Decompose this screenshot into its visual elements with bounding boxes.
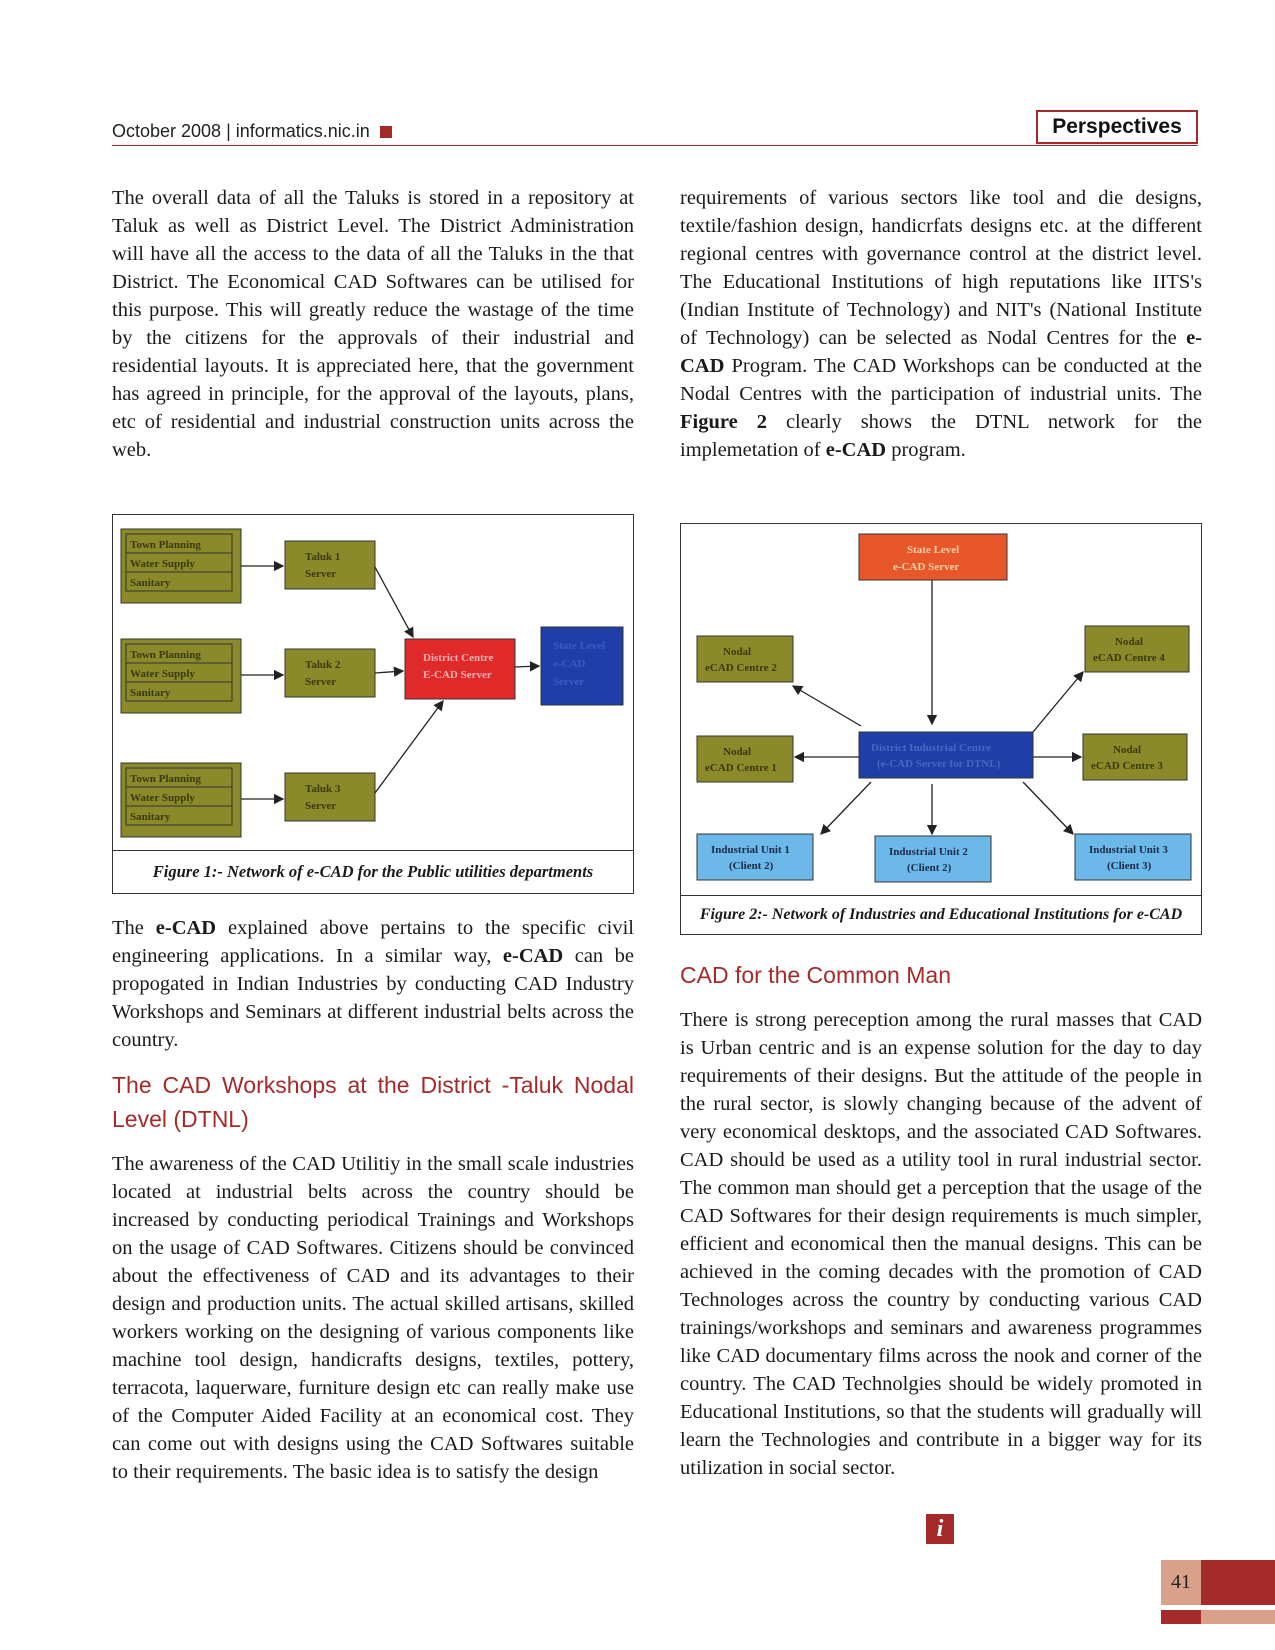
taluk-3-server (285, 773, 375, 821)
dept-group-3 (121, 763, 241, 837)
svg-text:Taluk 1: Taluk 1 (305, 551, 341, 563)
dept-2-line-2: Water Supply (130, 668, 195, 680)
taluk-1-server (285, 541, 375, 589)
page-bar-lower-right (1201, 1610, 1275, 1624)
district-centre-server (405, 639, 515, 699)
dept-group-2 (121, 639, 241, 713)
left-para-1: The overall data of all the Taluks is stored in a repository at Taluk as well as District Level. The District Administration will have all the access to the data of all the Taluks in the that District. The Economical CAD Softwares can be utilised for this purpose. This will greatly reduce the wastage of the time by the citizens for the approvals of their industrial and residential layouts. It is appreciated here, that the government has agreed in principle, for the approval of the layouts, plans, etc of residential and industrial construction units across the web. (112, 187, 634, 461)
svg-text:Server: Server (305, 800, 337, 812)
figure-2-arrows (793, 580, 1083, 834)
svg-text:Taluk 2: Taluk 2 (305, 659, 341, 671)
page-bar-lower-left (1161, 1610, 1201, 1624)
svg-text:Server: Server (305, 568, 337, 580)
nodal-centre-3 (1083, 734, 1187, 780)
figure-1 (112, 514, 634, 894)
svg-text:eCAD Centre 3: eCAD Centre 3 (1091, 760, 1163, 772)
svg-text:Server: Server (305, 676, 337, 688)
svg-text:Nodal: Nodal (723, 646, 752, 658)
industrial-unit-1 (697, 834, 813, 880)
figure-2-caption: Figure 2:- Network of Industries and Educational Institutions for e-CAD (681, 895, 1201, 934)
dept-3-line-3: Sanitary (130, 811, 171, 823)
page-bar (1201, 1560, 1275, 1605)
district-industrial-centre (859, 732, 1033, 778)
left-section-heading: The CAD Workshops at the District -Taluk Nodal Level (DTNL) (112, 1072, 634, 1132)
svg-text:Nodal: Nodal (1113, 744, 1142, 756)
svg-text:State Level: State Level (907, 544, 960, 556)
figure-2-diagram (681, 524, 1203, 898)
dept-3-line-2: Water Supply (130, 792, 195, 804)
figure-2 (680, 523, 1202, 935)
svg-text:eCAD Centre 2: eCAD Centre 2 (705, 662, 777, 674)
dept-group-1 (121, 529, 241, 603)
nodal-centre-4 (1085, 626, 1189, 672)
figure-1-caption: Figure 1:- Network of e-CAD for the Public utilities departments (113, 850, 633, 893)
svg-text:Nodal: Nodal (723, 746, 752, 758)
dept-1-line-3: Sanitary (130, 577, 171, 589)
dept-1-line-1: Town Planning (130, 539, 201, 551)
right-para-2: There is strong pereception among the rural masses that CAD is Urban centric and is an expense solution for the day to day requirements of their designs. But the attitude of the people in the rural sector, is slowly changing because of the advent of very economical desktops, and the associated CAD Softwares. CAD should be used as a utility tool in rural industrial sector. The common man should get a perception that the usage of the CAD Softwares for their design requirements is much simpler, efficient and economical then the manual designs. This can be achieved in the coming decades with the promotion of CAD Technologes across the country by conducting various CAD trainings/workshops and seminars and awareness programmes like CAD documentary films across the nook and corner of the country. The CAD Technolgies should be widely promoted in Educational Institutions, so that the students will gradually will learn the Technologies and contribute in a bigger way for its utilization in social sector. (680, 1009, 1202, 1479)
svg-text:Taluk 3: Taluk 3 (305, 783, 341, 795)
header-issue: October 2008 | informatics.nic.in (112, 121, 392, 142)
taluk-2-server (285, 649, 375, 697)
nodal-centre-1 (697, 736, 793, 782)
dept-2-line-3: Sanitary (130, 687, 171, 699)
svg-text:(Client 2): (Client 2) (729, 860, 774, 872)
header-square-icon (380, 126, 392, 138)
svg-text:District Centre: District Centre (423, 652, 494, 664)
left-para-3: The awareness of the CAD Utilitiy in the small scale industries located at industrial belts across the country should be increased by conducting periodical Trainings and Workshops on the usage of CAD Softwares. Citizens should be convinced about the effectiveness of CAD and its advantages to their design and production units. The actual skilled artisans, skilled workers working on the designing of various components like machine tool design, handicrafts designs, textiles, pottery, terracota, laquerware, furniture design etc can really make use of the Computer Aided Facility at an economical cost. They can come out with designs using the CAD Softwares suitable to their requirements. The basic idea is to satisfy the design (112, 1153, 634, 1483)
page-number: 41 (1171, 1571, 1191, 1593)
dept-2-line-1: Town Planning (130, 649, 201, 661)
svg-text:(e-CAD Server for DTNL): (e-CAD Server for DTNL) (877, 758, 1001, 770)
industrial-unit-3 (1075, 834, 1191, 880)
figure-1-diagram (113, 515, 635, 853)
right-section-heading: CAD for the Common Man (680, 962, 951, 988)
svg-text:Industrial Unit 1: Industrial Unit 1 (711, 844, 790, 856)
state-level-server (541, 627, 623, 705)
svg-text:State Level: State Level (553, 640, 606, 652)
article-end-icon: i (926, 1514, 954, 1544)
header-rule (112, 145, 1198, 146)
svg-text:eCAD Centre 1: eCAD Centre 1 (705, 762, 777, 774)
svg-text:eCAD Centre 4: eCAD Centre 4 (1093, 652, 1165, 664)
left-para-2: The e-CAD explained above pertains to the specific civil engineering applications. In a similar way, e-CAD can be propogated in Indian Industries by conducting CAD Industry Workshops and Seminars at different industrial belts across the country. (112, 917, 634, 1051)
dept-3-line-1: Town Planning (130, 773, 201, 785)
svg-text:District Industrial Centre: District Industrial Centre (871, 742, 992, 754)
nodal-centre-2 (697, 636, 793, 682)
svg-text:e-CAD: e-CAD (553, 658, 586, 670)
svg-text:Nodal: Nodal (1115, 636, 1144, 648)
state-level-ecad-server (859, 534, 1007, 580)
section-label: Perspectives (1036, 110, 1198, 144)
svg-text:Industrial Unit 3: Industrial Unit 3 (1089, 844, 1168, 856)
dept-1-line-2: Water Supply (130, 558, 195, 570)
svg-text:(Client 3): (Client 3) (1107, 860, 1152, 872)
right-para-1: requirements of various sectors like tool and die designs, textile/fashion design, handicrfats designs etc. at the different regional centres with governance control at the district level. The Educational Institutions of high reputations like IITS's (Indian Institute of Technology) and NIT's (National Institute of Technology) can be selected as Nodal Centres for the e-CAD Program. The CAD Workshops can be conducted at the Nodal Centres with the participation of industrial units. The Figure 2 clearly shows the DTNL network for the implemetation of e-CAD program. (680, 187, 1202, 461)
svg-text:(Client 2): (Client 2) (907, 862, 952, 874)
svg-text:Server: Server (553, 676, 585, 688)
svg-text:e-CAD Server: e-CAD Server (893, 561, 960, 573)
industrial-unit-2 (875, 836, 991, 882)
svg-text:E-CAD Server: E-CAD Server (423, 669, 492, 681)
svg-text:Industrial Unit 2: Industrial Unit 2 (889, 846, 968, 858)
